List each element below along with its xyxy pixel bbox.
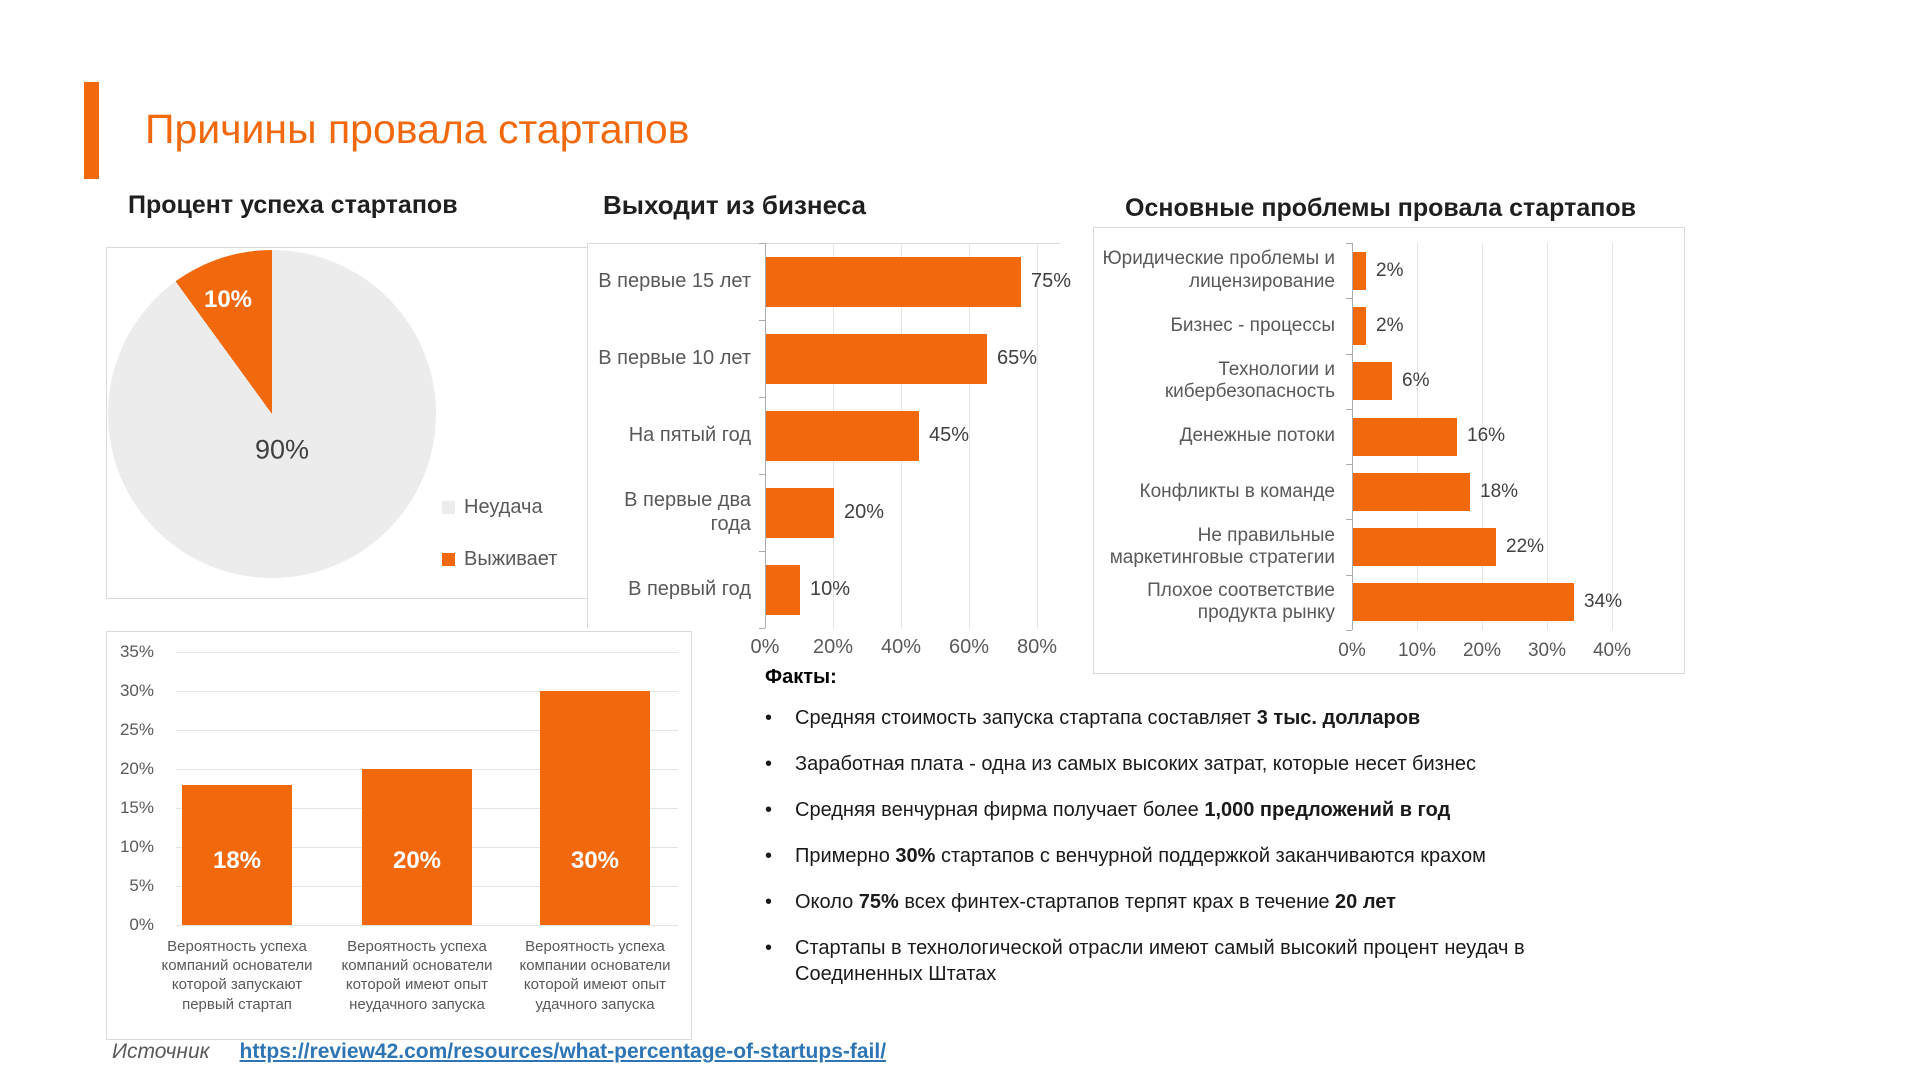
bar-value-label: 18% bbox=[212, 847, 262, 874]
y-axis-tick-label: 25% bbox=[119, 720, 154, 739]
bar-value-label: 65% bbox=[997, 347, 1038, 369]
bar bbox=[1353, 473, 1470, 511]
x-axis-tick-label: 0% bbox=[1338, 640, 1366, 661]
fact-text: Примерно 30% стартапов с венчурной поддержкой заканчиваются крахом bbox=[795, 845, 1486, 867]
title-accent-bar bbox=[84, 82, 99, 179]
bar-value-label: 22% bbox=[1506, 536, 1545, 558]
category-label: В первые 15 лет bbox=[598, 269, 751, 292]
axis-tick bbox=[1346, 575, 1352, 576]
x-axis-tick-label: 40% bbox=[880, 636, 922, 658]
fact-item bbox=[765, 935, 1620, 987]
x-axis-tick-label: 20% bbox=[812, 636, 854, 658]
category-label: Не правильные маркетинговые стратегии bbox=[1109, 524, 1335, 569]
y-axis-tick-label: 20% bbox=[119, 759, 154, 778]
bar bbox=[540, 691, 650, 925]
bar bbox=[1353, 307, 1366, 345]
gridline bbox=[1612, 243, 1613, 630]
bar bbox=[1353, 583, 1574, 621]
gridline bbox=[176, 925, 678, 926]
bar bbox=[766, 411, 919, 461]
x-axis-tick-label: 40% bbox=[1592, 640, 1632, 661]
y-axis-tick-label: 15% bbox=[119, 798, 154, 817]
bar bbox=[766, 257, 1021, 307]
pie-chart bbox=[108, 250, 436, 578]
bar bbox=[766, 565, 800, 615]
category-label: В первый год bbox=[628, 577, 751, 600]
category-label: Бизнес - процессы bbox=[1170, 314, 1335, 336]
facts-section bbox=[765, 666, 1620, 1007]
x-axis-tick-label: 30% bbox=[1527, 640, 1567, 661]
bar-value-label: 75% bbox=[1031, 270, 1072, 292]
x-axis-tick-label: 20% bbox=[1462, 640, 1502, 661]
axis-tick bbox=[1346, 243, 1352, 244]
bar-value-label: 6% bbox=[1402, 370, 1430, 392]
bar bbox=[1353, 418, 1457, 456]
category-label: В первые два года bbox=[624, 488, 751, 535]
axis-tick bbox=[1346, 298, 1352, 299]
legend-label-survive: Выживает bbox=[464, 548, 558, 570]
bar-value-label: 30% bbox=[570, 847, 620, 874]
bar-value-label: 20% bbox=[844, 501, 885, 523]
bar bbox=[766, 488, 834, 538]
fail-problems-chart-title: Основные проблемы провала стартапов bbox=[1125, 194, 1636, 222]
exit-business-chart-title: Выходит из бизнеса bbox=[603, 190, 866, 220]
bullet-icon: • bbox=[765, 891, 773, 913]
success-probability-chart-panel bbox=[106, 631, 692, 1040]
y-axis-tick-label: 10% bbox=[119, 837, 154, 856]
x-axis-tick-label: 0% bbox=[750, 636, 780, 658]
fact-item bbox=[765, 705, 1620, 731]
fact-item bbox=[765, 751, 1620, 777]
legend-item-survive bbox=[442, 548, 557, 571]
source-row bbox=[112, 1040, 886, 1064]
bar-value-label: 2% bbox=[1376, 259, 1404, 281]
fact-text: Средняя стоимость запуска стартапа составляет 3 тыс. долларов bbox=[795, 707, 1421, 729]
legend-swatch-survive bbox=[442, 553, 455, 566]
axis-tick bbox=[1346, 354, 1352, 355]
facts-list bbox=[765, 705, 1620, 987]
axis-tick bbox=[759, 320, 765, 321]
bar-value-label: 20% bbox=[392, 847, 442, 874]
fact-item bbox=[765, 889, 1620, 915]
category-label: Вероятность успеха компании основатели которой имеют опыт удачного запуска bbox=[519, 938, 671, 1013]
fact-item bbox=[765, 797, 1620, 823]
category-label: В первые 10 лет bbox=[598, 346, 751, 369]
bar-value-label: 18% bbox=[1480, 480, 1519, 502]
axis-tick bbox=[759, 397, 765, 398]
bar bbox=[1353, 362, 1392, 400]
bullet-icon: • bbox=[765, 799, 773, 821]
fact-text: Заработная плата - одна из самых высоких затрат, которые несет бизнес bbox=[795, 753, 1477, 775]
page-title: Причины провала стартапов bbox=[145, 106, 690, 152]
bullet-icon: • bbox=[765, 845, 773, 867]
bar-value-label: 34% bbox=[1584, 591, 1623, 613]
exit-business-chart-panel bbox=[587, 188, 1072, 668]
bar bbox=[1353, 528, 1496, 566]
y-axis-tick-label: 0% bbox=[129, 915, 154, 934]
fact-text: Средняя венчурная фирма получает более 1,000 предложений в год bbox=[795, 799, 1451, 821]
y-axis-tick-label: 35% bbox=[119, 642, 154, 661]
axis-tick bbox=[759, 243, 765, 244]
legend-item-fail bbox=[442, 496, 543, 519]
axis-tick bbox=[759, 474, 765, 475]
category-label: Денежные потоки bbox=[1179, 425, 1335, 447]
bar bbox=[1353, 252, 1366, 290]
category-label: Вероятность успеха компаний основатели которой имеют опыт неудачного запуска bbox=[341, 938, 493, 1013]
pie-chart-title: Процент успеха стартапов bbox=[128, 191, 458, 219]
axis-tick bbox=[759, 551, 765, 552]
category-label: Юридические проблемы и лицензирование bbox=[1102, 248, 1335, 292]
pie-slice-label-survive: 10% bbox=[203, 286, 253, 313]
fail-problems-chart-panel bbox=[1093, 188, 1685, 688]
axis-tick bbox=[1346, 630, 1352, 631]
legend-swatch-fail bbox=[442, 501, 455, 514]
gridline bbox=[1547, 243, 1548, 630]
x-axis-tick-label: 60% bbox=[948, 636, 990, 658]
axis-tick bbox=[1346, 464, 1352, 465]
fact-text: Около 75% всех финтех-стартапов терпят крах в течение 20 лет bbox=[795, 891, 1396, 913]
axis-tick bbox=[1346, 519, 1352, 520]
bullet-icon: • bbox=[765, 753, 773, 775]
bullet-icon: • bbox=[765, 937, 773, 959]
bar bbox=[766, 334, 987, 384]
category-label: На пятый год bbox=[628, 423, 751, 446]
pie-slice-label-fail: 90% bbox=[254, 434, 310, 465]
bar-value-label: 45% bbox=[929, 424, 970, 446]
source-label: Источник bbox=[112, 1040, 210, 1063]
legend-label-fail: Неудача bbox=[464, 496, 543, 518]
bar-value-label: 16% bbox=[1467, 425, 1506, 447]
bar-value-label: 10% bbox=[810, 578, 851, 600]
category-label: Вероятность успеха компаний основатели которой запускают первый стартап bbox=[161, 938, 313, 1013]
x-axis-tick-label: 80% bbox=[1016, 636, 1058, 658]
category-label: Плохое соответствие продукта рынку bbox=[1147, 579, 1335, 624]
bullet-icon: • bbox=[765, 707, 773, 729]
category-label: Технологии и кибербезопасность bbox=[1164, 358, 1335, 403]
category-label: Конфликты в команде bbox=[1139, 480, 1335, 502]
fact-text: Стартапы в технологической отрасли имеют самый высокий процент неудач в Соединенных Штатах bbox=[795, 937, 1525, 985]
pie-chart-panel bbox=[106, 188, 587, 608]
source-link[interactable]: https://review42.com/resources/what-percentage-of-startups-fail/ bbox=[239, 1040, 887, 1063]
facts-heading: Факты: bbox=[765, 666, 837, 688]
x-axis-tick-label: 10% bbox=[1397, 640, 1437, 661]
axis-tick bbox=[1346, 409, 1352, 410]
y-axis-tick-label: 30% bbox=[119, 681, 154, 700]
bar-value-label: 2% bbox=[1376, 314, 1404, 336]
y-axis-tick-label: 5% bbox=[129, 876, 154, 895]
fact-item bbox=[765, 843, 1620, 869]
axis-tick bbox=[759, 628, 765, 629]
gridline bbox=[176, 652, 678, 653]
